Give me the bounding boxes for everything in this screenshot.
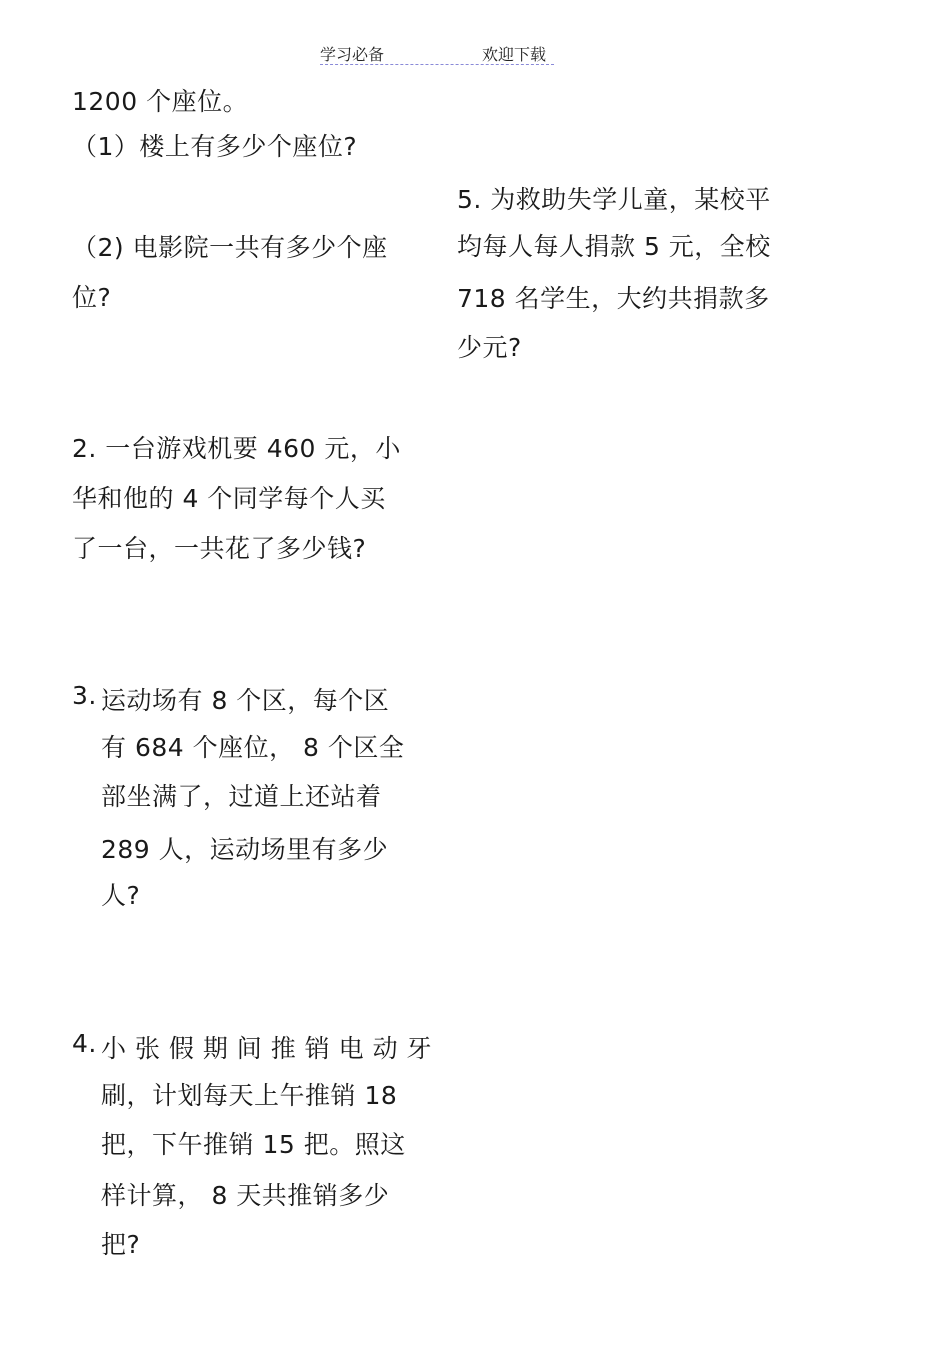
question-5-line-3: 718 名学生，大约共捐款多 xyxy=(457,284,770,313)
page-header xyxy=(320,42,554,65)
question-3-line-5: 人? xyxy=(101,881,141,910)
question-2-line-3: 了一台，一共花了多少钱? xyxy=(72,534,367,563)
question-5-line-1: 5. 为救助失学儿童，某校平 xyxy=(457,185,771,214)
question-3-line-1: 运动场有 8 个区，每个区 xyxy=(101,686,390,715)
question-4-line-3: 把，下午推销 15 把。照这 xyxy=(101,1130,406,1159)
question-4-line-4: 样计算， 8 天共推销多少 xyxy=(101,1181,390,1210)
header-right-text: 欢迎下载 xyxy=(482,45,547,64)
question-2-line-2: 华和他的 4 个同学每个人买 xyxy=(72,484,386,513)
question-3-line-4: 289 人，运动场里有多少 xyxy=(101,835,389,864)
question-5-line-4: 少元? xyxy=(457,333,522,362)
question-3-number: 3. xyxy=(72,681,97,710)
question-3-line-3: 部坐满了，过道上还站着 xyxy=(101,782,382,811)
question-5-line-2: 均每人每人捐款 5 元，全校 xyxy=(457,232,771,261)
question-4-line-1: 小 张 假 期 间 推 销 电 动 牙 xyxy=(101,1034,433,1063)
header-left-text: 学习必备 xyxy=(320,45,385,64)
question-4-line-2: 刷，计划每天上午推销 18 xyxy=(101,1081,398,1110)
question-3-line-2: 有 684 个座位， 8 个区全 xyxy=(101,733,405,762)
question-1a: （1）楼上有多少个座位? xyxy=(72,132,358,161)
question-4-line-5: 把? xyxy=(101,1230,141,1259)
question-2-line-1: 2. 一台游戏机要 460 元，小 xyxy=(72,434,401,463)
question-1b-line-2: 位? xyxy=(72,283,112,312)
question-1b-line-1: （2) 电影院一共有多少个座 xyxy=(72,233,388,262)
question-4-number: 4. xyxy=(72,1029,97,1058)
question-1-continuation: 1200 个座位。 xyxy=(72,87,249,116)
